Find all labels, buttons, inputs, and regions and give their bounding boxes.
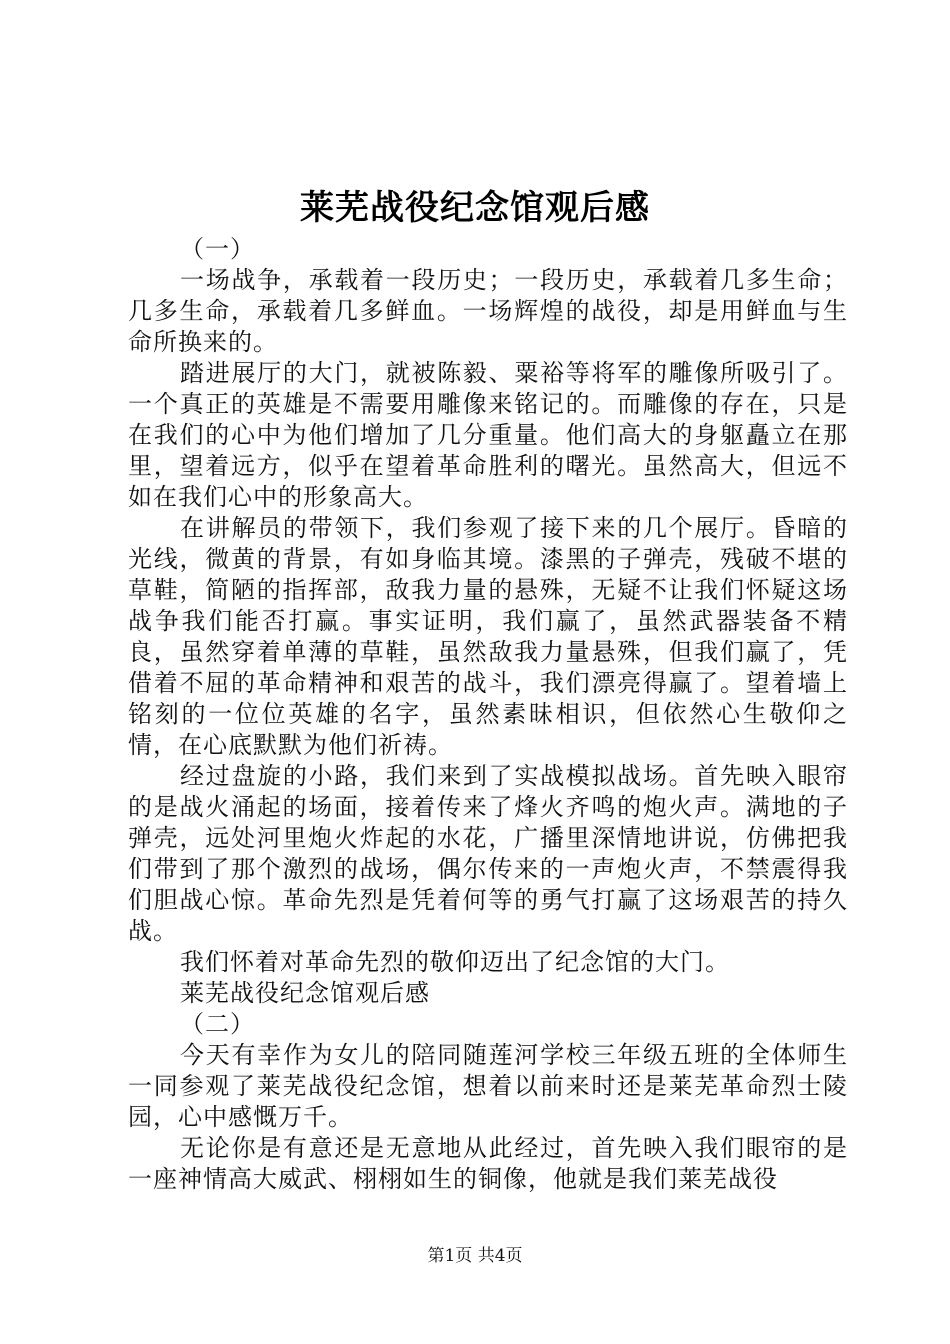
paragraph-battlefield: 经过盘旋的小路，我们来到了实战模拟战场。首先映入眼帘的是战火涌起的场面，接着传来了烽火齐鸣的炮火声。满地的子弹壳，远处河里炮火炸起的水花，广播里深情地讲说，仿佛把我们带到了那个激烈的战场，偶尔传来的一声炮火声，不禁震得我们胆战心惊。革命先烈是凭着何等的勇气打赢了这场艰苦的持久战。	[128, 762, 848, 945]
page-number-footer: 第1页 共4页	[427, 1246, 523, 1266]
paragraph-intro: 一场战争，承载着一段历史；一段历史，承载着几多生命；几多生命，承载着几多鲜血。一场辉煌的战役，却是用鲜血与生命所换来的。	[128, 266, 848, 356]
paragraph-exhibition-halls: 在讲解员的带领下，我们参观了接下来的几个展厅。昏暗的光线，微黄的背景，有如身临其境。漆黑的子弹壳，残破不堪的草鞋，简陋的指挥部，敌我力量的悬殊，无疑不让我们怀疑这场战争我们能否打赢。事实证明，我们赢了，虽然武器装备不精良，虽然穿着单薄的草鞋，虽然敌我力量悬殊，但我们赢了，凭借着不屈的革命精神和艰苦的战斗，我们漂亮得赢了。望着墙上铭刻的一位位英雄的名字，虽然素昧相识，但依然心生敬仰之情，在心底默默为他们祈祷。	[128, 514, 848, 759]
subtitle-repeat: 莱芜战役纪念馆观后感	[180, 979, 430, 1007]
paragraph-statues: 踏进展厅的大门，就被陈毅、粟裕等将军的雕像所吸引了。一个真正的英雄是不需要用雕像来铭记的。而雕像的存在，只是在我们的心中为他们增加了几分重量。他们高大的身躯矗立在那里，望着远方，似乎在望着革命胜利的曙光。虽然高大，但远不如在我们心中的形象高大。	[128, 359, 848, 511]
section-heading-two: （二）	[180, 1010, 255, 1038]
paragraph-visit: 今天有幸作为女儿的陪同随莲河学校三年级五班的全体师生一同参观了莱芜战役纪念馆，想着以前来时还是莱芜革命烈士陵园，心中感慨万千。	[128, 1041, 848, 1131]
paragraph-leaving: 我们怀着对革命先烈的敬仰迈出了纪念馆的大门。	[180, 948, 730, 976]
document-title: 莱芜战役纪念馆观后感	[300, 188, 650, 228]
document-body	[128, 234, 848, 1195]
section-heading-one: （一）	[180, 235, 255, 263]
paragraph-statue-bronze: 无论你是有意还是无意地从此经过，首先映入我们眼帘的是一座神情高大威武、栩栩如生的铜像，他就是我们莱芜战役	[128, 1134, 848, 1193]
